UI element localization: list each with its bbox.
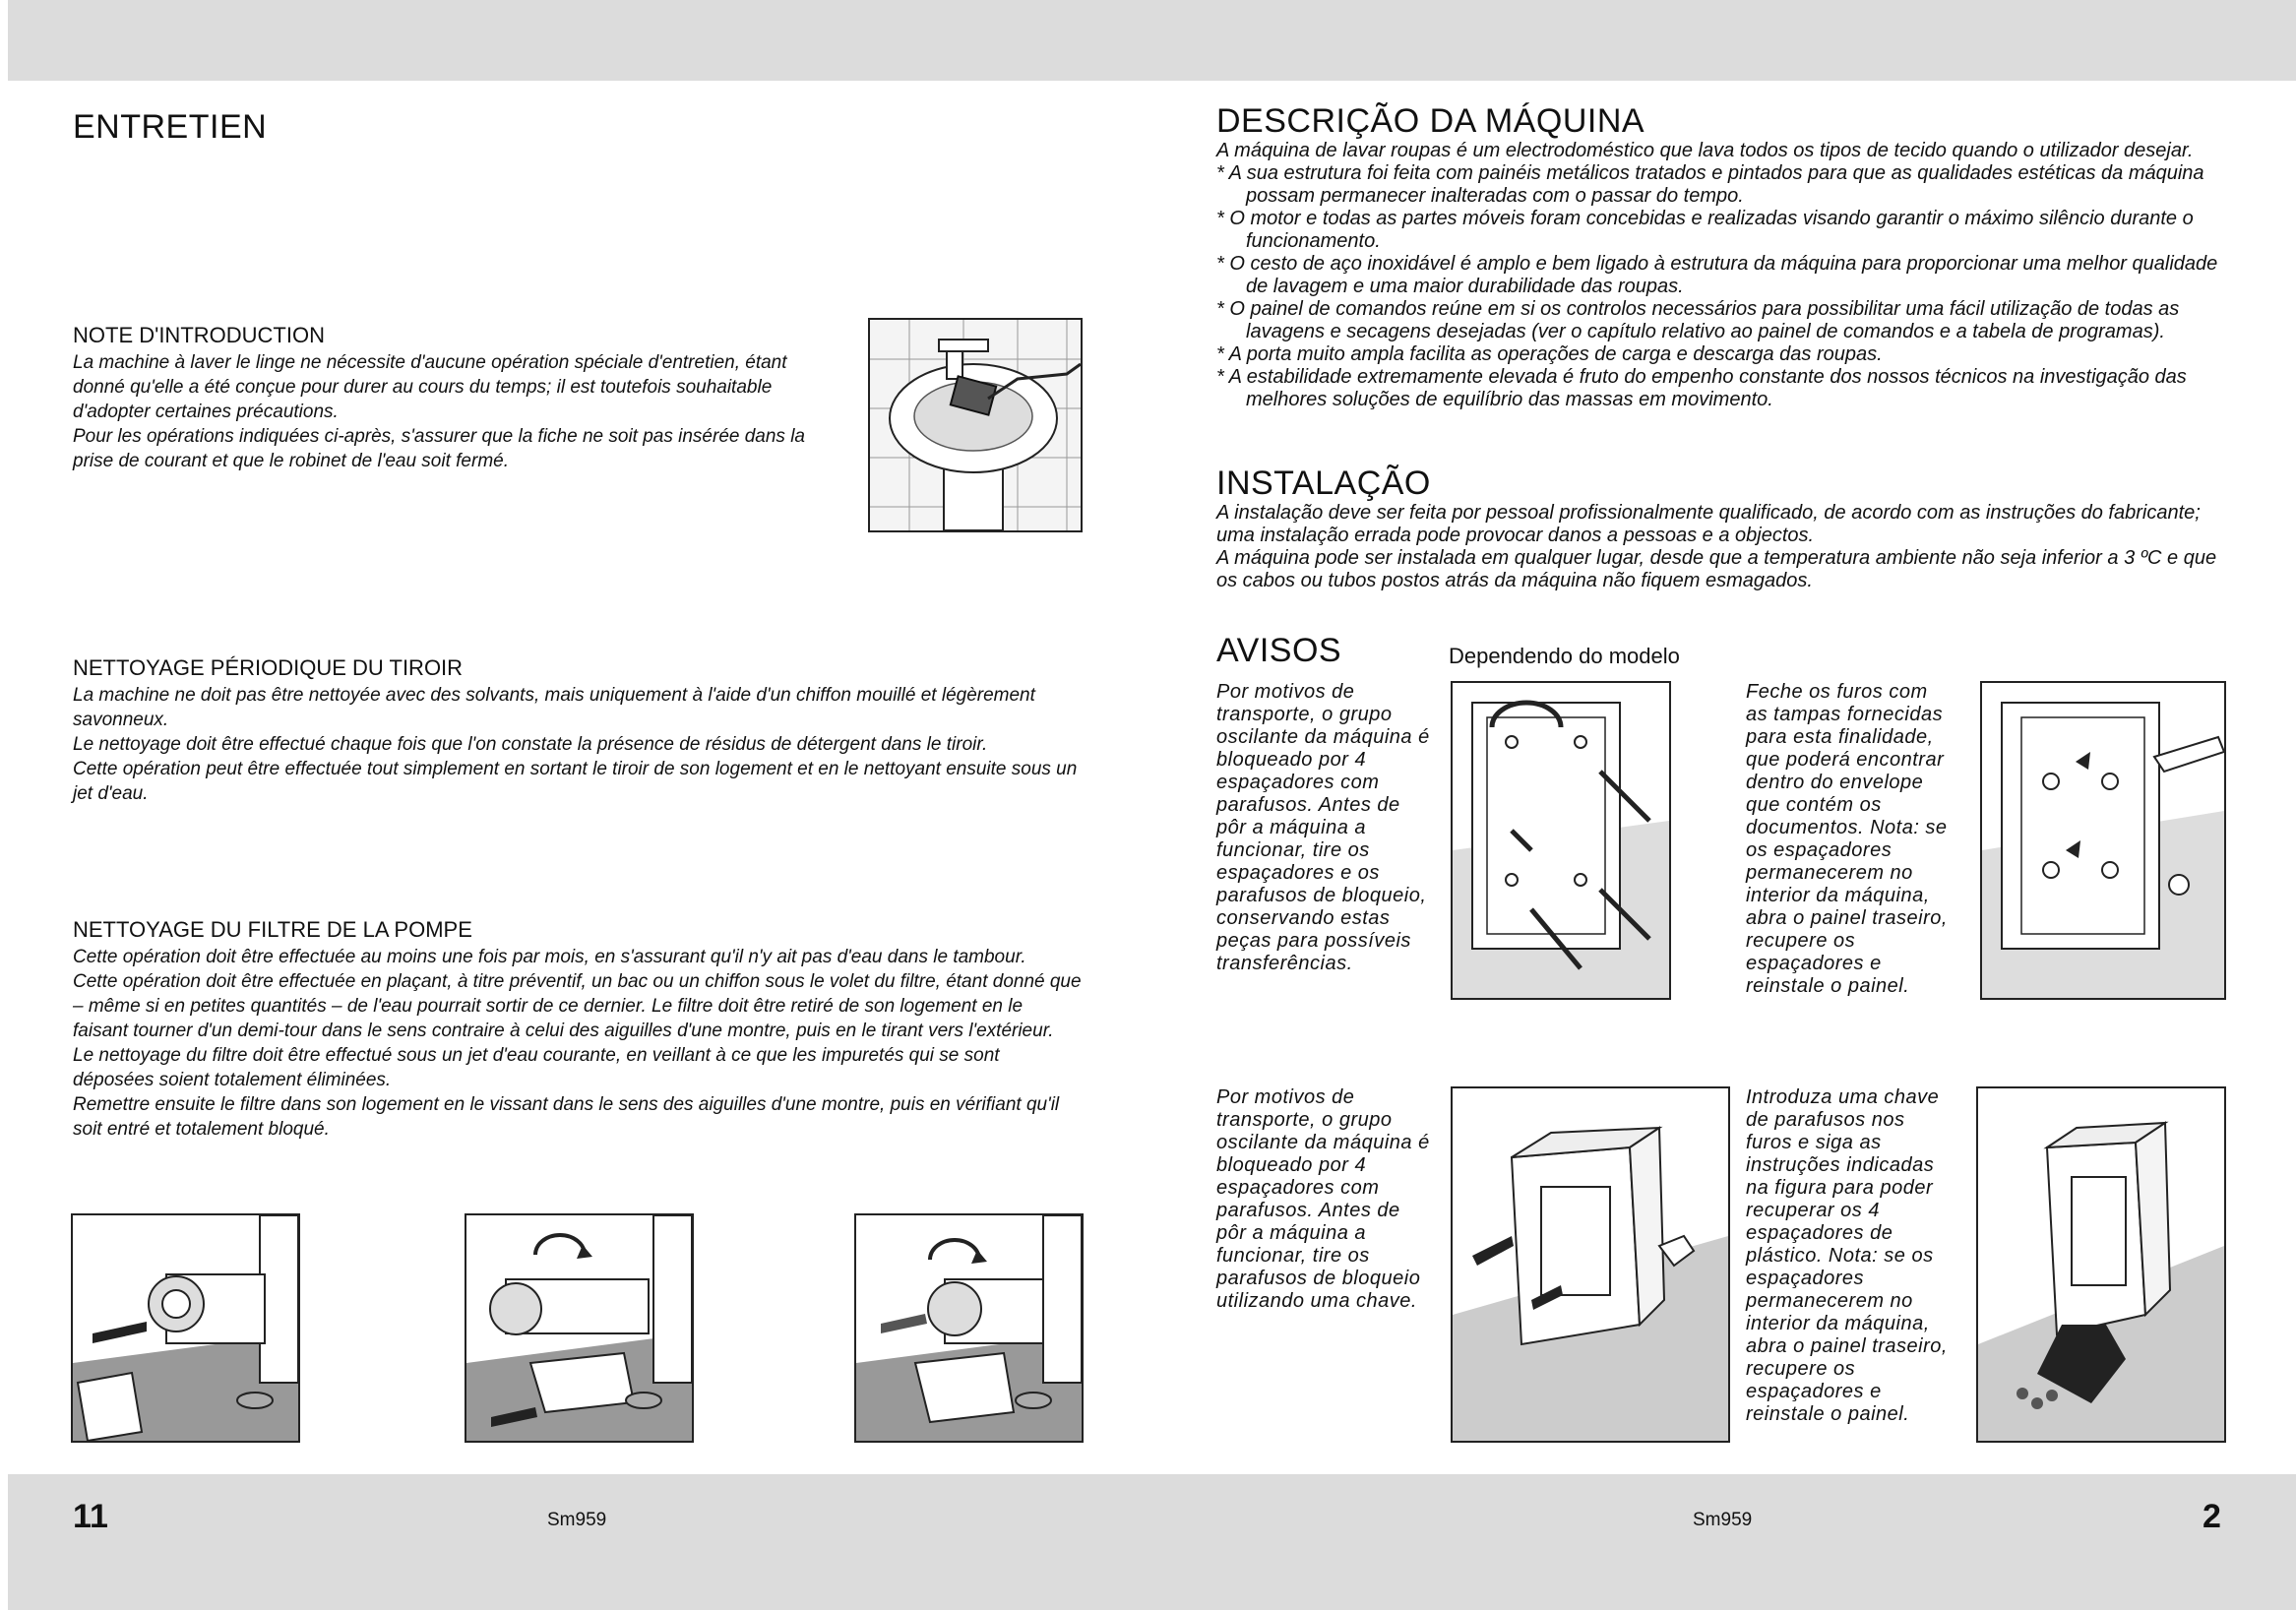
warning-2-side-text: Introduza uma chave de parafusos nos furos e siga as instruções indicadas na figura para poder recuperar os 4 espaçadores de plástico. Nota: se os espaçadores permanecerem no interior da máquina, abra o painel traseiro, recupere os espaçadores e reinstale o painel.	[1746, 1086, 1948, 1425]
warning-2-text: Por motivos de transporte, o grupo oscilante da máquina é bloqueado por 4 espaçadores com parafusos. Antes de pôr a máquina a funcionar, tire os parafusos de bloqueio utilizando uma chave.	[1216, 1086, 1430, 1312]
model-code-right: Sm959	[1693, 1510, 1753, 1530]
section-heading-introduction: NOTE D'INTRODUCTION	[73, 323, 325, 347]
spacer-bolt-removal-illustration	[1451, 1086, 1730, 1443]
description-bullet: * O painel de comandos reúne em si os controlos necessários para possibilitar uma fácil utilização de todas as lavagens e secagens desejadas (ver o capítulo relativo ao painel de comandos e a tabela de programas).	[1216, 298, 2180, 342]
rear-panel-caps-illustration	[1980, 681, 2226, 1000]
warnings-title: AVISOS	[1216, 632, 1342, 669]
page-number-left: 11	[73, 1498, 108, 1535]
section-body-introduction	[73, 350, 840, 473]
paragraph: Cette opération doit être effectuée au moins une fois par mois, en s'assurant qu'il n'y ait pas d'eau dans le tambour.	[73, 947, 1026, 967]
description-body	[1216, 140, 2226, 411]
top-band	[8, 0, 2296, 81]
section-heading-pump-filter: NETTOYAGE DU FILTRE DE LA POMPE	[73, 917, 472, 942]
spacer-removal-from-inside-illustration	[1976, 1086, 2226, 1443]
description-bullet: * A sua estrutura foi feita com painéis metálicos tratados e pintados para que as qualidades estéticas da máquina possam permanecer inalteradas com o passar do tempo.	[1216, 162, 2204, 207]
installation-body	[1216, 502, 2226, 592]
page-number-right: 2	[2203, 1498, 2221, 1535]
model-code-left: Sm959	[547, 1510, 607, 1530]
filter-step-3-illustration	[854, 1213, 1084, 1443]
description-bullet: * A porta muito ampla facilita as operações de carga e descarga das roupas.	[1216, 343, 1883, 365]
description-title: DESCRIÇÃO DA MÁQUINA	[1216, 102, 1645, 140]
paragraph: A máquina pode ser instalada em qualquer lugar, desde que a temperatura ambiente não seja inferior a 3 ºC e que os cabos ou tubos postos atrás da máquina não fiquem esmagados.	[1216, 547, 2217, 591]
section-body-pump-filter	[73, 945, 1083, 1142]
paragraph: Le nettoyage doit être effectué chaque fois que l'on constate la présence de résidus de détergent dans le tiroir.	[73, 734, 988, 755]
section-body-drawer-cleaning	[73, 683, 1083, 806]
paragraph: Le nettoyage du filtre doit être effectué sous un jet d'eau courante, en veillant à ce que les impuretés qui se sont déposées soient totalement éliminées.	[73, 1045, 1000, 1090]
paragraph: Pour les opérations indiquées ci-après, s'assurer que la fiche ne soit pas insérée dans la prise de courant et que le robinet de l'eau soit fermé.	[73, 426, 805, 471]
warning-1-side-text: Feche os furos com as tampas fornecidas para esta finalidade, que poderá encontrar dentro do envelope que contém os documentos. Nota: se os espaçadores permanecerem no interior da máquina, abra o painel traseiro, recupere os espaçadores e reinstale o painel.	[1746, 681, 1948, 997]
section-heading-drawer-cleaning: NETTOYAGE PÉRIODIQUE DU TIROIR	[73, 655, 464, 680]
model-note: Dependendo do modelo	[1449, 644, 1680, 668]
paragraph: A instalação deve ser feita por pessoal profissionalmente qualificado, de acordo com as instruções do fabricante; uma instalação errada pode provocar danos a pessoas e a objectos.	[1216, 502, 2201, 546]
paragraph: Cette opération peut être effectuée tout simplement en sortant le tiroir de son logement et en le nettoyant ensuite sous un jet d'eau.	[73, 759, 1078, 804]
paragraph: Remettre ensuite le filtre dans son logement en le vissant dans le sens des aiguilles d'une montre, puis en vérifiant qu'il soit entré et totalement bloqué.	[73, 1094, 1060, 1140]
description-bullet: * A estabilidade extremamente elevada é fruto do empenho constante dos nossos técnicos na investigação das melhores soluções de equilíbrio das massas em movimento.	[1216, 366, 2187, 410]
description-intro: A máquina de lavar roupas é um electrodoméstico que lava todos os tipos de tecido quando o utilizador desejar.	[1216, 140, 2194, 161]
description-bullet: * O motor e todas as partes móveis foram concebidas e realizadas visando garantir o máximo silêncio durante o funcionamento.	[1216, 208, 2194, 252]
filter-step-2-illustration	[465, 1213, 694, 1443]
description-bullet: * O cesto de aço inoxidável é amplo e bem ligado à estrutura da máquina para proporcionar uma melhor qualidade de lavagem e uma maior durabilidade das roupas.	[1216, 253, 2218, 297]
paragraph: La machine ne doit pas être nettoyée avec des solvants, mais uniquement à l'aide d'un chiffon mouillé et légèrement savonneux.	[73, 685, 1035, 730]
filter-step-1-illustration	[71, 1213, 300, 1443]
paragraph: Cette opération doit être effectuée en plaçant, à titre préventif, un bac ou un chiffon sous le volet du filtre, étant donné que – même si en petites quantités – de l'eau pourrait sortir de ce dernier. Le filtre doit être retiré de son logement en le faisant tourner d'un demi-tour dans le sens contraire à celui des aiguilles d'une montre, puis en le tirant vers l'extérieur.	[73, 971, 1082, 1041]
rear-panel-spacers-illustration	[1451, 681, 1671, 1000]
paragraph: La machine à laver le linge ne nécessite d'aucune opération spéciale d'entretien, étant donné qu'elle a été conçue pour durer au cours du temps; il est toutefois souhaitable d'adopter certaines précautions.	[73, 352, 787, 422]
left-page-title: ENTRETIEN	[73, 108, 268, 146]
installation-title: INSTALAÇÃO	[1216, 464, 1431, 502]
sink-cleaning-illustration	[868, 318, 1083, 532]
bottom-band	[8, 1474, 2296, 1610]
warning-1-text: Por motivos de transporte, o grupo oscilante da máquina é bloqueado por 4 espaçadores com parafusos. Antes de pôr a máquina a funcionar, tire os espaçadores e os parafusos de bloqueio, conservando estas peças para possíveis transferências.	[1216, 681, 1430, 974]
